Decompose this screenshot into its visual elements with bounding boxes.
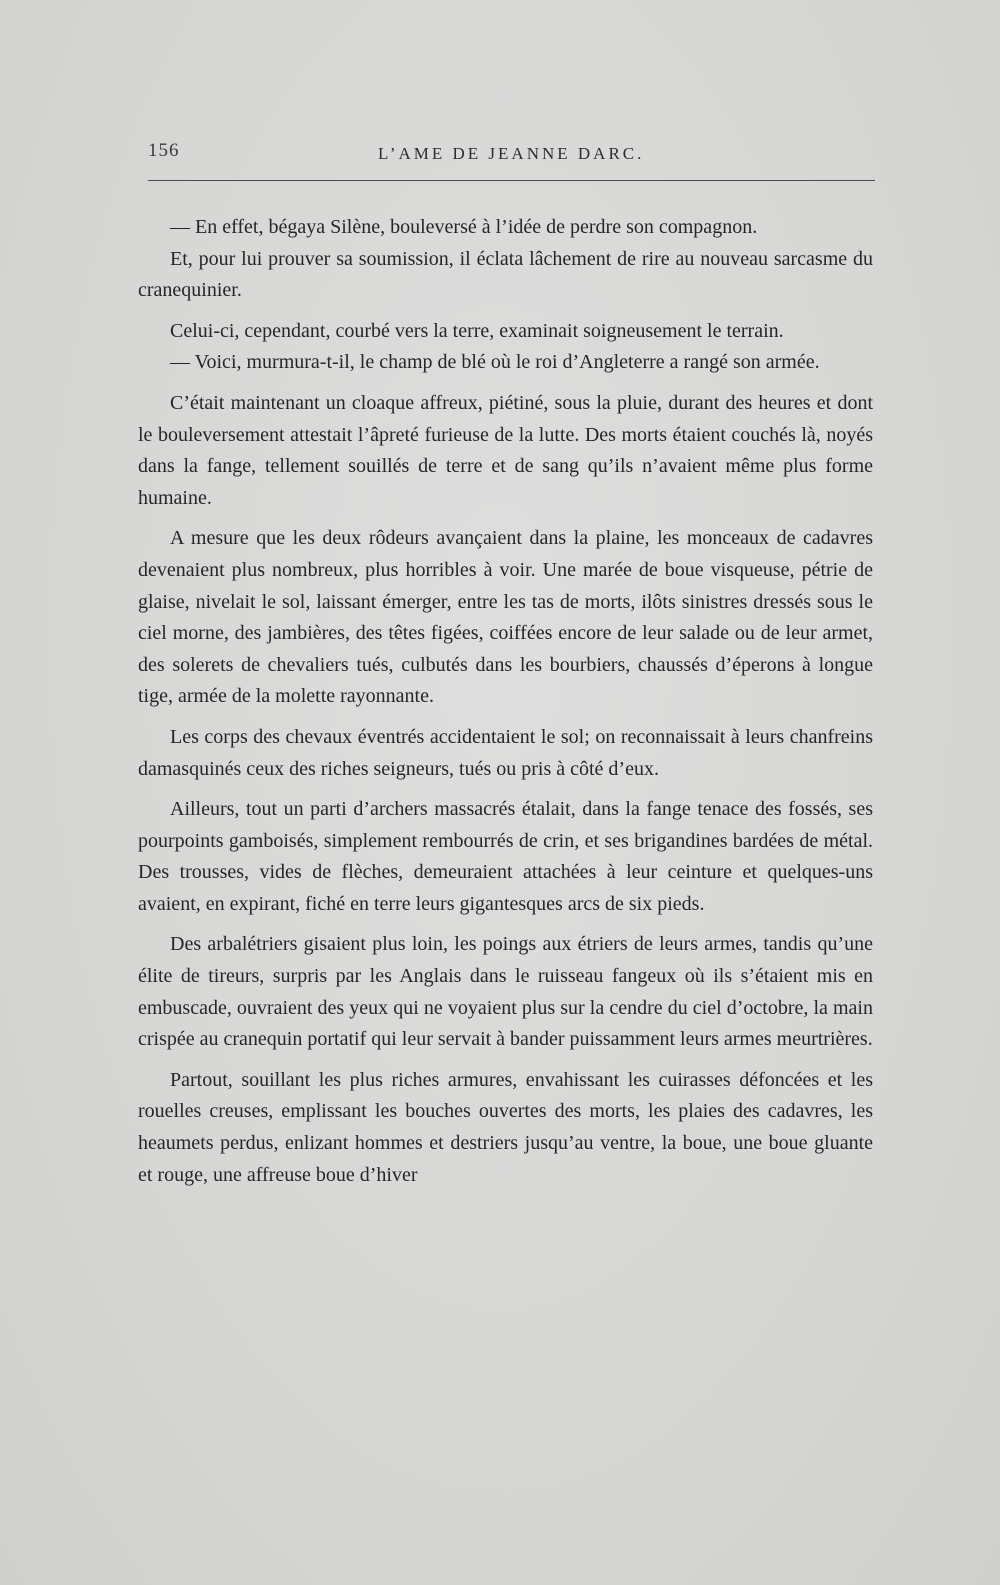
- paragraph: — En effet, bégaya Silène, bouleversé à l’idée de perdre son compagnon.: [170, 216, 758, 238]
- paragraph: — Voici, murmura-t-il, le champ de blé où le roi d’Angleterre a rangé son armée.: [170, 351, 820, 374]
- paragraph: C’était maintenant un cloaque affreux, piétiné, sous la pluie, durant des heures et dont le bouleversement attestait l’âpreté furieuse de la lutte. Des morts étaient couchés là, noyés dans la fange, tellement souillés de terre et de sang qu’ils n’avaient même plus forme humaine.: [138, 391, 873, 509]
- page-number: 156: [148, 140, 180, 161]
- paragraph: Celui-ci, cependant, courbé vers la terre, examinait soigneusement le terrain.: [170, 319, 784, 342]
- paragraph: Des arbalétriers gisaient plus loin, les poings aux étriers de leurs armes, tandis qu’une élite de tireurs, surpris par les Anglais dans le ruisseau fangeux où ils s’étaient mis en embuscade, ouvraient des yeux qui ne voyaient plus sur la cendre du ciel d’octobre, la main crispée au cranequin portatif qui leur servait à bander puissamment leurs armes meurtrières.: [138, 933, 873, 1051]
- running-head: L’AME DE JEANNE DARC.: [378, 144, 645, 163]
- page-header: [148, 140, 873, 180]
- paragraph: Et, pour lui prouver sa soumission, il éclata lâchement de rire au nouveau sarcasme du cranequinier.: [138, 247, 873, 302]
- paragraph: A mesure que les deux rôdeurs avançaient dans la plaine, les monceaux de cadavres devenaient plus nombreux, plus horribles à voir. Une marée de boue visqueuse, pétrie de glaise, nivelait le sol, laissant émerger, entre les tas de morts, ilôts sinistres dressés sous le ciel morne, des jambières, des têtes figées, coiffées encore de leur salade ou de leur armet, des solerets de chevaliers tués, culbutés dans les bourbiers, chaussés d’éperons à longue tige, armée de la molette rayonnante.: [138, 527, 873, 708]
- paragraph: Ailleurs, tout un parti d’archers massacrés étalait, dans la fange tenace des fossés, ses pourpoints gamboisés, simplement rembourrés de crin, et ses brigandines bardées de métal. Des trousses, vides de flèches, demeuraient attachées à leur ceinture et quelques-uns avaient, en expirant, fiché en terre leurs gigantesques arcs de six pieds.: [138, 798, 873, 915]
- paragraph: Partout, souillant les plus riches armures, envahissant les cuirasses défoncées et les rouelles creuses, emplissant les bouches ouvertes des morts, les plaies des cadavres, les heaumets perdus, enlizant hommes et destriers jusqu’au ventre, la boue, une boue gluante et rouge, une affreuse boue d’hiver: [138, 1068, 873, 1186]
- header-rule: [148, 180, 875, 181]
- body-text: [138, 212, 873, 1191]
- paragraph: Les corps des chevaux éventrés accidentaient le sol; on reconnaissait à leurs chanfreins damasquinés ceux des riches seigneurs, tués ou pris à côté d’eux.: [138, 725, 873, 780]
